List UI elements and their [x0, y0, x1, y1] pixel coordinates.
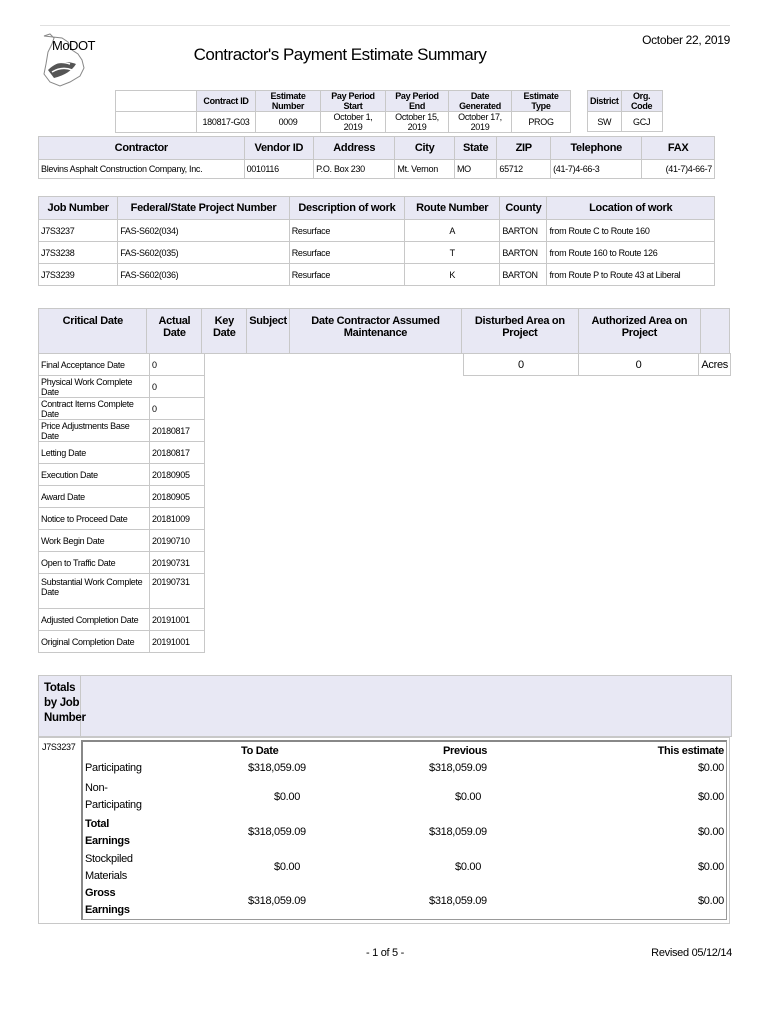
description: Resurface	[289, 242, 404, 264]
district-header: District	[588, 91, 622, 112]
org-code-header: Org. Code	[621, 91, 662, 112]
critical-value: 20190710	[150, 530, 205, 552]
critical-label: Final Acceptance Date	[39, 354, 150, 376]
pay-period-end-header: Pay Period End	[386, 91, 449, 112]
totals-label: Gross Earnings	[85, 887, 130, 916]
contractor-header: Contractor	[39, 137, 245, 160]
county-header: County	[500, 197, 547, 220]
estimate-type-header: Estimate Type	[512, 91, 571, 112]
critical-value: 20180905	[150, 486, 205, 508]
critical-label: Adjusted Completion Date	[39, 609, 150, 631]
critical-value: 20191001	[150, 631, 205, 653]
critical-row	[39, 464, 205, 486]
county: BARTON	[500, 264, 547, 286]
totals-previous: $318,059.09	[429, 826, 487, 838]
actual-date-header: Actual Date	[147, 309, 202, 354]
state-header: State	[454, 137, 496, 160]
totals-job-number: J7S3237	[42, 742, 76, 752]
critical-label: Execution Date	[39, 464, 150, 486]
critical-label: Substantial Work Complete Date	[39, 574, 150, 609]
critical-row	[39, 442, 205, 464]
disturbed-area-value: 0	[464, 354, 579, 376]
revised-date: Revised 05/12/14	[651, 947, 732, 959]
address: P.O. Box 230	[314, 160, 395, 179]
critical-label: Physical Work Complete Date	[39, 376, 150, 398]
fax: (41-7)4-66-7	[642, 160, 715, 179]
pay-period-end: October 15, 2019	[386, 112, 449, 133]
estimate-number: 0009	[256, 112, 321, 133]
totals-inner-box	[81, 740, 727, 920]
district-table	[587, 90, 663, 132]
critical-row	[39, 398, 205, 420]
totals-header-bar	[38, 675, 732, 737]
critical-row	[39, 486, 205, 508]
totals-label: Stockpiled Materials	[85, 853, 133, 882]
totals-this: $0.00	[697, 791, 724, 803]
city-header: City	[395, 137, 455, 160]
telephone: (41-7)4-66-3	[551, 160, 642, 179]
location: from Route P to Route 43 at Liberal	[547, 264, 715, 286]
critical-label: Work Begin Date	[39, 530, 150, 552]
critical-value: 20181009	[150, 508, 205, 530]
this-estimate-header: This estimate	[657, 745, 724, 757]
date-generated: October 17, 2019	[449, 112, 512, 133]
county: BARTON	[500, 242, 547, 264]
critical-label: Open to Traffic Date	[39, 552, 150, 574]
zip-header: ZIP	[497, 137, 551, 160]
state: MO	[454, 160, 496, 179]
critical-value: 20191001	[150, 609, 205, 631]
totals-label: Total Earnings	[85, 818, 130, 847]
critical-value: 0	[150, 354, 205, 376]
project-number: FAS-S602(035)	[118, 242, 290, 264]
zip: 65712	[497, 160, 551, 179]
critical-row	[39, 552, 205, 574]
jobs-table	[38, 196, 715, 286]
critical-dates-table	[38, 353, 205, 653]
authorized-area-value: 0	[578, 354, 699, 376]
page-title: Contractor's Payment Estimate Summary	[193, 45, 487, 64]
job-row	[39, 242, 715, 264]
totals-this: $0.00	[697, 861, 724, 873]
project-number: FAS-S602(036)	[118, 264, 290, 286]
to-date-header: To Date	[241, 745, 279, 757]
critical-label: Notice to Proceed Date	[39, 508, 150, 530]
pay-period-start-header: Pay Period Start	[321, 91, 386, 112]
authorized-area-header: Authorized Area on Project	[578, 309, 701, 354]
date-generated-header: Date Generated	[449, 91, 512, 112]
critical-label: Price Adjustments Base Date	[39, 420, 150, 442]
totals-this: $0.00	[697, 762, 724, 774]
critical-value: 0	[150, 398, 205, 420]
description: Resurface	[289, 264, 404, 286]
estimate-type: PROG	[512, 112, 571, 133]
estimate-table	[115, 90, 571, 133]
route-number-header: Route Number	[405, 197, 500, 220]
job-number-header: Job Number	[39, 197, 118, 220]
critical-row	[39, 420, 205, 442]
critical-value: 20190731	[150, 574, 205, 609]
critical-row	[39, 631, 205, 653]
org-code-value: GCJ	[621, 112, 662, 132]
telephone-header: Telephone	[551, 137, 642, 160]
totals-this: $0.00	[697, 826, 724, 838]
fax-header: FAX	[642, 137, 715, 160]
totals-label: Participating	[85, 762, 142, 774]
critical-value: 20180905	[150, 464, 205, 486]
contractor-table	[38, 136, 715, 179]
estimate-number-header: Estimate Number	[256, 91, 321, 112]
previous-header: Previous	[443, 745, 488, 757]
totals-previous: $318,059.09	[429, 762, 487, 774]
area-table	[463, 353, 731, 376]
job-number: J7S3237	[39, 220, 118, 242]
project-number-header: Federal/State Project Number	[118, 197, 290, 220]
vendor-id: 0010116	[244, 160, 314, 179]
pay-period-start: October 1, 2019	[321, 112, 386, 133]
location: from Route C to Route 160	[547, 220, 715, 242]
totals-by-job-header: Totals by Job Number	[39, 676, 81, 736]
page-number: - 1 of 5 -	[366, 947, 404, 959]
totals-previous: $0.00	[455, 861, 482, 873]
totals-to-date: $318,059.09	[248, 762, 306, 774]
totals-body	[38, 737, 730, 924]
route-number: T	[405, 242, 500, 264]
logo-text: MoDOT	[52, 38, 95, 53]
totals-to-date: $0.00	[274, 861, 301, 873]
totals-previous: $318,059.09	[429, 895, 487, 907]
route-number: K	[405, 264, 500, 286]
contract-id-header: Contract ID	[197, 91, 256, 112]
subject-header: Subject	[247, 309, 290, 354]
top-rule	[40, 25, 730, 26]
critical-label: Letting Date	[39, 442, 150, 464]
totals-this: $0.00	[697, 895, 724, 907]
critical-label: Original Completion Date	[39, 631, 150, 653]
job-row	[39, 264, 715, 286]
critical-value: 20190731	[150, 552, 205, 574]
area-unit: Acres	[699, 354, 731, 376]
critical-value: 20180817	[150, 442, 205, 464]
critical-row	[39, 508, 205, 530]
route-number: A	[405, 220, 500, 242]
critical-value: 20180817	[150, 420, 205, 442]
totals-to-date: $318,059.09	[248, 895, 306, 907]
contract-id: 180817-G03	[197, 112, 256, 133]
job-number: J7S3238	[39, 242, 118, 264]
contractor-name: Blevins Asphalt Construction Company, Inc.	[39, 160, 245, 179]
report-date: October 22, 2019	[642, 33, 730, 47]
critical-label: Award Date	[39, 486, 150, 508]
totals-previous: $0.00	[455, 791, 482, 803]
district-value: SW	[588, 112, 622, 132]
county: BARTON	[500, 220, 547, 242]
disturbed-area-header: Disturbed Area on Project	[462, 309, 579, 354]
critical-date-header: Critical Date	[39, 309, 147, 354]
address-header: Address	[314, 137, 395, 160]
location-header: Location of work	[547, 197, 715, 220]
totals-to-date: $0.00	[274, 791, 301, 803]
totals-to-date: $318,059.09	[248, 826, 306, 838]
critical-row	[39, 574, 205, 609]
critical-label: Contract Items Complete Date	[39, 398, 150, 420]
location: from Route 160 to Route 126	[547, 242, 715, 264]
totals-label: Non-Participating	[85, 782, 142, 811]
vendor-id-header: Vendor ID	[244, 137, 314, 160]
project-number: FAS-S602(034)	[118, 220, 290, 242]
job-number: J7S3239	[39, 264, 118, 286]
critical-row	[39, 609, 205, 631]
key-date-header: Key Date	[202, 309, 247, 354]
critical-row	[39, 354, 205, 376]
critical-row	[39, 376, 205, 398]
city: Mt. Vernon	[395, 160, 455, 179]
description-header: Description of work	[289, 197, 404, 220]
job-row	[39, 220, 715, 242]
maintenance-header: Date Contractor Assumed Maintenance	[289, 309, 461, 354]
description: Resurface	[289, 220, 404, 242]
critical-row	[39, 530, 205, 552]
critical-header-table	[38, 308, 730, 354]
critical-value: 0	[150, 376, 205, 398]
